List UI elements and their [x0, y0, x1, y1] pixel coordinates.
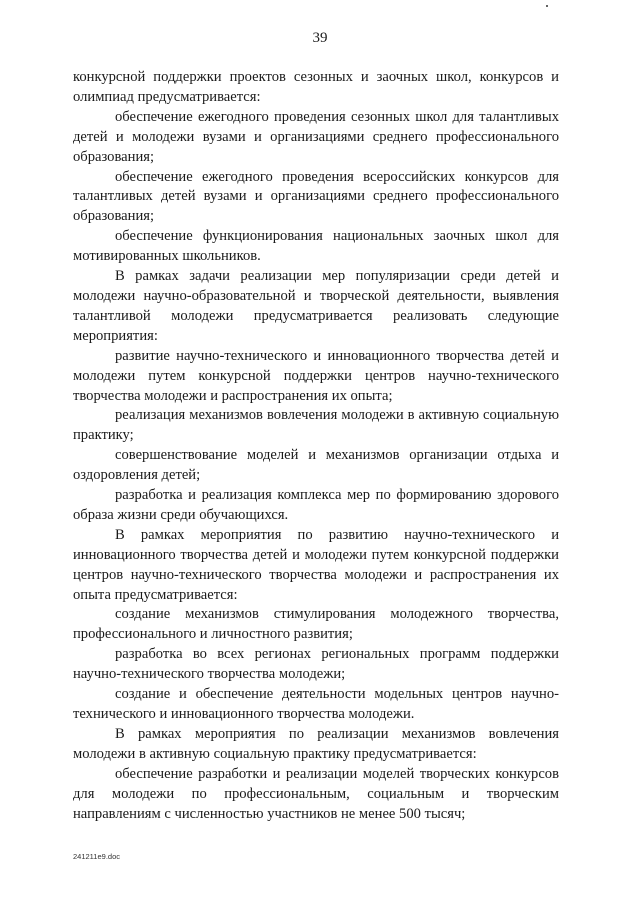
- paragraph: обеспечение ежегодного проведения всероссийских конкурсов для талантливых детей вузами и организациями среднего профессионального образования;: [73, 168, 559, 225]
- paragraph: совершенствование моделей и механизмов организации отдыха и оздоровления детей;: [73, 447, 559, 484]
- paragraph: В рамках мероприятия по развитию научно-технического и инновационного творчества детей и молодежи путем конкурсной поддержки центров научно-технического творчества молодежи и распространения их опыта предусматривается:: [73, 526, 559, 603]
- paragraph-continuation: конкурсной поддержки проектов сезонных и заочных школ, конкурсов и олимпиад предусматривается:: [73, 69, 559, 105]
- paragraph: В рамках мероприятия по реализации механизмов вовлечения молодежи в активную социальную практику предусматривается:: [73, 725, 559, 762]
- document-body: [73, 68, 559, 824]
- paragraph: разработка во всех регионах региональных программ поддержки научно-технического творчества молодежи;: [73, 646, 559, 683]
- footer-filename: 241211e9.doc: [73, 852, 120, 861]
- paragraph: обеспечение ежегодного проведения сезонных школ для талантливых детей и молодежи вузами и организациями среднего профессионального образования;: [73, 108, 559, 165]
- paragraph: реализация механизмов вовлечения молодежи в активную социальную практику;: [73, 407, 559, 444]
- scan-dot: [546, 5, 548, 7]
- page-number: 39: [312, 30, 328, 46]
- paragraph: обеспечение функционирования национальных заочных школ для мотивированных школьников.: [73, 228, 559, 265]
- paragraph: создание механизмов стимулирования молодежного творчества, профессионального и личностного развития;: [73, 606, 559, 643]
- paragraph: обеспечение разработки и реализации моделей творческих конкурсов для молодежи по профессиональным, социальным и творческим направлениям с численностью участников не менее 500 тысяч;: [73, 765, 559, 822]
- paragraph: В рамках задачи реализации мер популяризации среди детей и молодежи научно-образовательной и творческой деятельности, выявления талантливой молодежи предусматривается реализовать следующие мероприятия:: [73, 268, 559, 344]
- paragraph: развитие научно-технического и инновационного творчества детей и молодежи путем конкурсной поддержки центров научно-технического творчества молодежи и распространения их опыта;: [73, 347, 559, 404]
- paragraph: создание и обеспечение деятельности модельных центров научно-технического и инновационного творчества молодежи.: [73, 686, 559, 722]
- paragraph: разработка и реализация комплекса мер по формированию здорового образа жизни среди обучающихся.: [73, 487, 559, 523]
